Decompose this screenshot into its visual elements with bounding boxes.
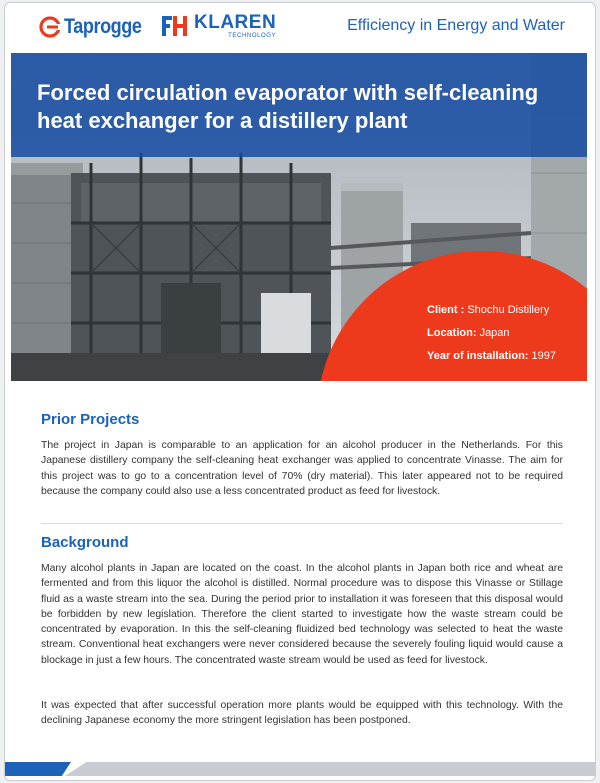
year-value: 1997 [531,350,557,362]
project-info [427,299,556,368]
location-label: Location: [427,327,477,339]
footer-bar-blue [5,762,71,776]
prior-projects-text: The project in Japan is comparable to an application for an alcohol producer in the Netherlands. For this Japanese distillery company the self-cleaning heat exchanger was applied to concentrate Vinasse. The aim for this project was to go to a concentration level of 70% (dry material). This later appeared not to be required because the company could also use a less concentrated product as feed for livestock. [41,440,563,497]
client-label: Client : [427,304,465,316]
page-header [5,3,595,49]
background-heading: Background [41,534,129,551]
klaren-logo-sub: TECHNOLOGY [228,33,277,39]
taprogge-logo-text: Taprogge [64,15,142,38]
location-value: Japan [479,327,510,339]
section-divider [41,523,563,524]
taprogge-mark-icon [39,16,61,38]
klaren-logo-text [194,13,276,39]
klaren-logo-name: KLAREN [194,12,277,33]
background-text-2: It was expected that after successful operation more plants would be equipped with this technology. With the declining Japanese economy the more stringent legislation has been postponed. [41,700,563,727]
document-page [4,2,596,781]
prior-projects-heading: Prior Projects [41,411,140,428]
klaren-logo [161,13,276,39]
taprogge-logo [39,15,154,39]
client-row [427,299,556,322]
hero-banner [11,53,587,381]
year-label: Year of installation: [427,350,529,362]
klaren-mark-icon [161,14,189,38]
background-text-1: Many alcohol plants in Japan are located on the coast. In the alcohol plants in Japan both rice and wheat are fermented and from this liquor the alcohol is distilled. Normal procedure was to dispose this Vinasse or Stillage fluid as a waste stream into the sea. During the period prior to installation it was foreseen that this disposal would be forbidden by new legislation. Therefore the client started to investigate how the waste stream could be concentrated by evaporation. In this the self-cleaning fluidized bed technology was selected to heat the waste stream. Conventional heat exchangers were never considered because the severely fouling liquid would cause a blockage in just a few hours. The concentrated waste stream would be used as feed for livestock. [41,563,563,666]
year-row [427,345,556,368]
location-row [427,322,556,345]
document-title: Forced circulation evaporator with self-cleaning heat exchanger for a distillery plant [37,80,539,133]
header-tagline: Efficiency in Energy and Water [347,17,565,34]
client-value: Shochu Distillery [467,304,550,316]
footer-bar-gray [65,762,596,776]
